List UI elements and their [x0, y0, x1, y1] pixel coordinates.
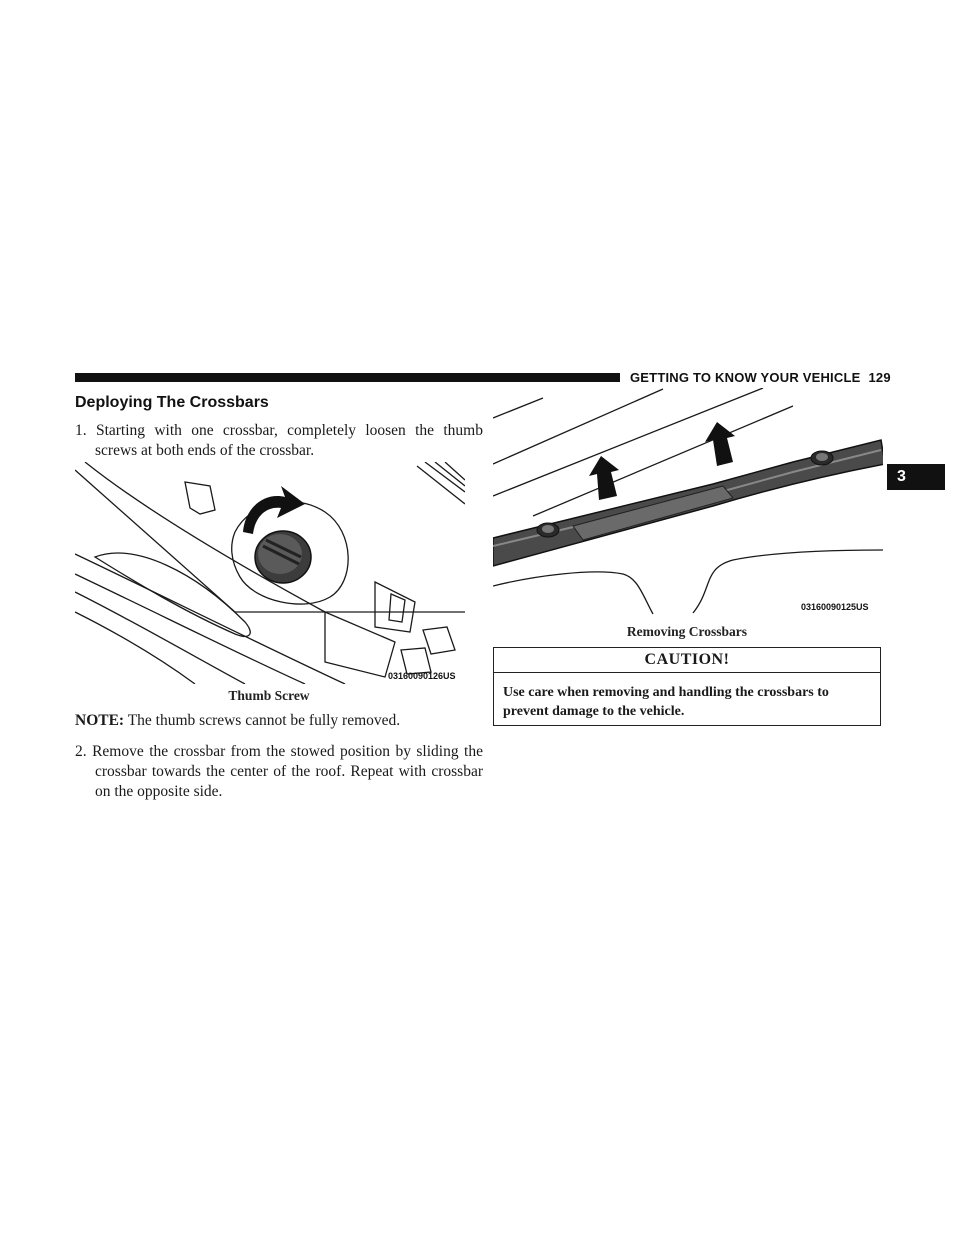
thumb-screw-knob — [255, 531, 311, 583]
figure-2-code: 03160090125US — [801, 602, 869, 612]
figure-1-caption: Thumb Screw — [228, 688, 310, 703]
step-1-text: 1. Starting with one crossbar, completely loosen the thumb screws at both ends of the crossbar. — [75, 422, 483, 459]
step-2-text: 2. Remove the crossbar from the stowed position by sliding the crossbar towards the center of the roof. Repeat with crossbar on the opposite side. — [75, 743, 483, 800]
header-rule — [75, 373, 620, 382]
note-paragraph — [75, 711, 463, 731]
figure-2-caption: Removing Crossbars — [626, 624, 748, 639]
page-number: 129 — [868, 370, 891, 385]
thumb-screw-illustration — [75, 462, 465, 684]
note-text: The thumb screws cannot be fully removed. — [127, 712, 401, 729]
up-arrow-icon — [705, 422, 735, 466]
caution-title: CAUTION! — [494, 648, 880, 673]
section-heading: Deploying The Crossbars — [75, 394, 269, 411]
running-header — [630, 370, 891, 385]
note-label: NOTE: — [75, 712, 125, 729]
header-title: GETTING TO KNOW YOUR VEHICLE — [630, 370, 861, 385]
rotate-arrow-icon — [243, 486, 305, 534]
caution-box — [493, 647, 881, 726]
caution-text: Use care when removing and handling the crossbars to prevent damage to the vehicle. — [503, 685, 829, 719]
removing-crossbars-illustration — [493, 388, 883, 618]
chapter-tab: 3 — [887, 464, 945, 490]
figure-1-code: 03160090126US — [388, 671, 456, 681]
up-arrow-icon — [589, 456, 619, 500]
